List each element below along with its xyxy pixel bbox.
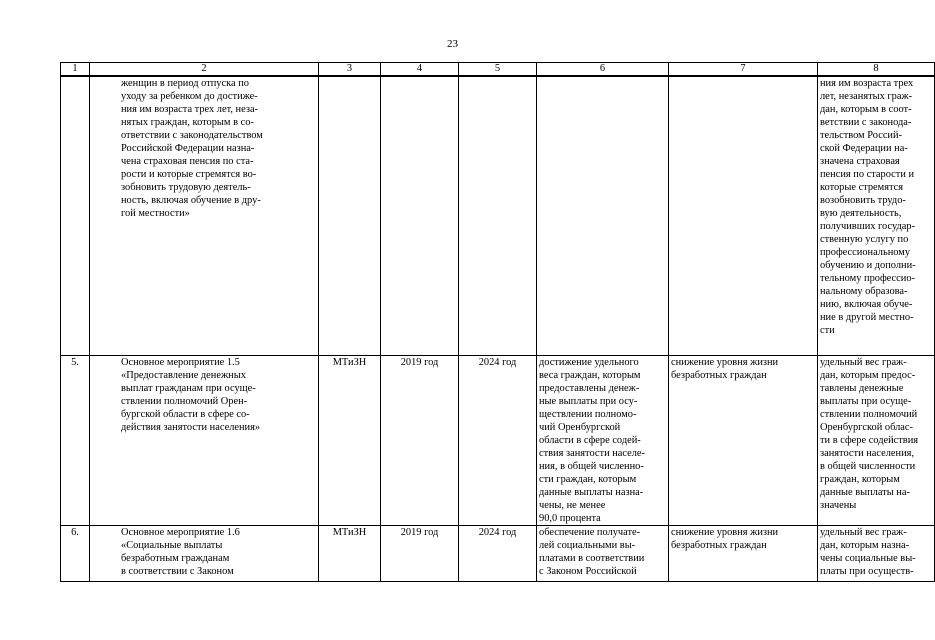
executor-cell: МТиЗН [319,526,381,582]
header-cell-2: 2 [90,63,319,77]
table-row [61,356,935,526]
end-year-cell [459,76,537,356]
indicator-link-cell: удельный вес граж- дан, которым назна- чены социальные вы- платы при осуществ- [818,526,935,582]
event-name-cell: Основное мероприятие 1.6 «Социальные выплаты безработным гражданам в соответствии с Законом [90,526,319,582]
table-row [61,76,935,356]
header-cell-3: 3 [319,63,381,77]
header-cell-7: 7 [669,63,818,77]
header-cell-1: 1 [61,63,90,77]
indicator-link-cell: удельный вес граж- дан, которым предос- тавлены денежные выплаты при осуще- ствлении полномочий Оренбургской облас- ти в сфере содействия занятости населения, в общей численности граждан, которым данные выплаты на- значены [818,356,935,526]
consequences-cell [669,76,818,356]
start-year-cell: 2019 год [381,356,459,526]
header-cell-6: 6 [537,63,669,77]
page-number: 23 [447,38,458,50]
table-row [61,526,935,582]
consequences-cell: снижение уровня жизни безработных граждан [669,526,818,582]
row-number: 5. [61,356,90,526]
end-year-cell: 2024 год [459,356,537,526]
table-header-row [61,63,935,77]
start-year-cell [381,76,459,356]
executor-cell: МТиЗН [319,356,381,526]
expected-result-cell: обеспечение получате- лей социальными вы- платами в соответствии с Законом Российской [537,526,669,582]
header-cell-4: 4 [381,63,459,77]
row-number: 6. [61,526,90,582]
header-cell-8: 8 [818,63,935,77]
expected-result-cell: достижение удельного веса граждан, которым предоставлены денеж- ные выплаты при осу- ществлении полномо- чий Оренбургской области в сфере содей- ствия занятости населе- ния, в общей численно- сти граждан, которым данные выплаты назна- чены, не менее 90,0 процента [537,356,669,526]
executor-cell [319,76,381,356]
event-name-cell: Основное мероприятие 1.5 «Предоставление денежных выплат гражданам при осуще- ствлении полномочий Орен- бургской области в сфере со- действия занятости населения» [90,356,319,526]
consequences-cell: снижение уровня жизни безработных граждан [669,356,818,526]
end-year-cell: 2024 год [459,526,537,582]
start-year-cell: 2019 год [381,526,459,582]
row-number [61,76,90,356]
expected-result-cell [537,76,669,356]
indicator-link-cell: ния им возраста трех лет, незанятых граж- дан, которым в соот- ветствии с законода- тельством Россий- ской Федерации на- значена страховая пенсия по старости и которые стремятся возобновить трудо- вую деятельность, получивших государ- ственную услугу по профессиональному обучению и дополни- тельному профессио- нальному образова- нию, включая обуче- ние в другой местно- сти [818,76,935,356]
event-name-cell: женщин в период отпуска по уходу за ребенком до достиже- ния им возраста трех лет, неза- нятых граждан, которым в со- ответствии с законодательством Российской Федерации назна- чена страховая пенсия по ста- рости и которые стремятся во- зобновить трудовую деятель- ность, включая обучение в дру- гой местности» [90,76,319,356]
header-cell-5: 5 [459,63,537,77]
program-table [60,62,935,582]
